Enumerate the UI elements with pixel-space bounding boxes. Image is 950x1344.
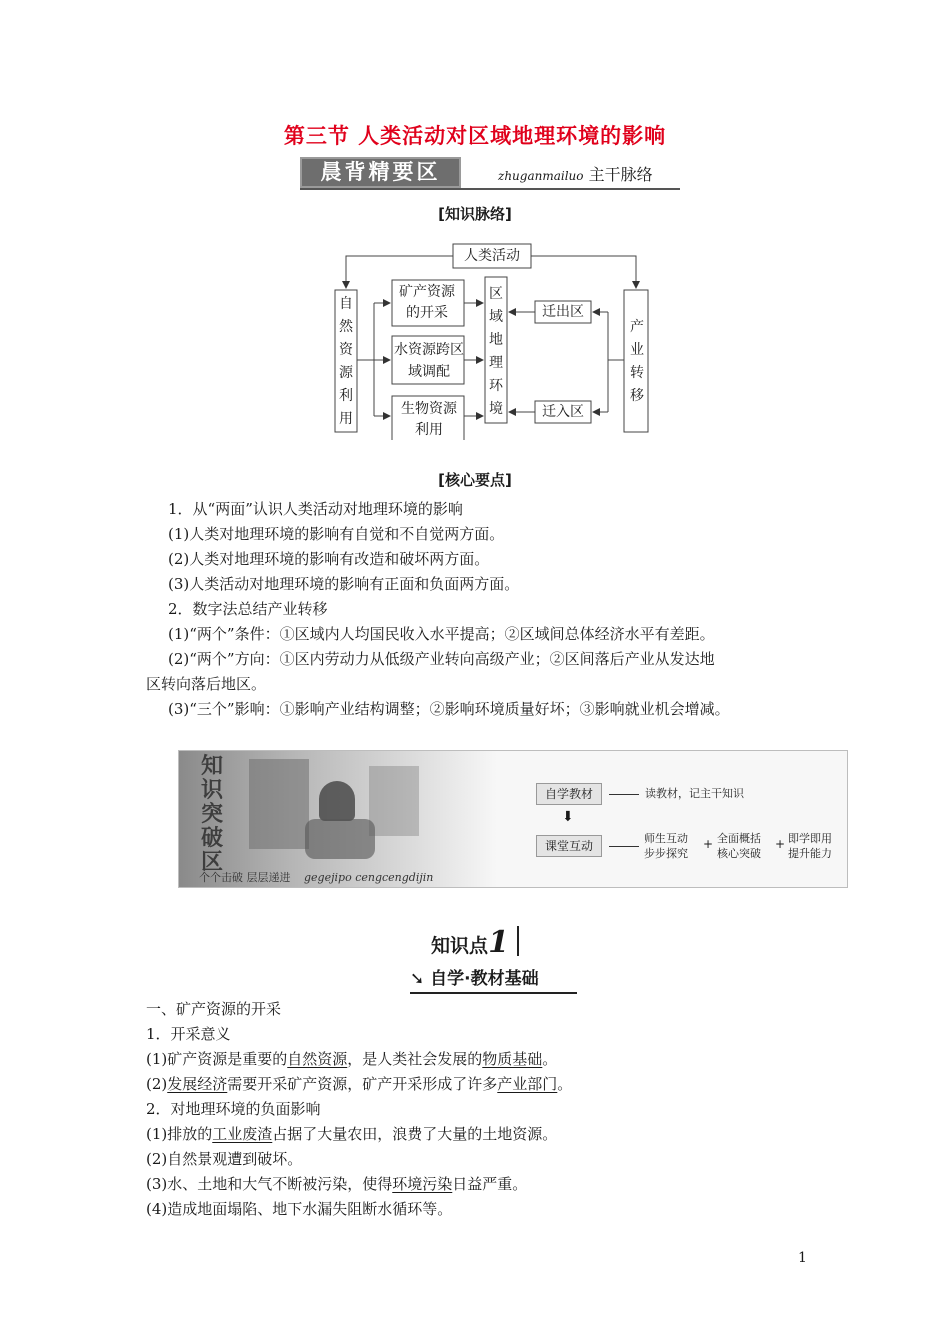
strip-vertical-title: 知识突破区	[200, 754, 223, 875]
plus-icon: +	[703, 837, 714, 851]
pill-self-study-desc: 读教材，记主干知识	[609, 786, 744, 801]
section-core-heading: [核心要点]	[438, 471, 512, 489]
pill-self-study: 自学教材	[536, 783, 602, 805]
heading-bar	[517, 926, 519, 956]
body-line-3: (1)排放的工业废渣占据了大量农田，浪费了大量的土地资源。	[146, 1125, 558, 1143]
label-water: 水资源跨区域调配	[394, 342, 464, 380]
pill-class-interaction: 课堂互动	[536, 835, 602, 857]
knowledge-point-number: 1	[488, 925, 509, 960]
banner-text: 主干脉络	[588, 165, 653, 184]
body-heading-3: 2．对地理环境的负面影响	[146, 1100, 321, 1118]
down-arrow-icon: ⬇	[562, 809, 574, 825]
plus-icon: +	[775, 837, 786, 851]
knowledge-strip	[178, 750, 848, 888]
label-outflow: 迁出区	[542, 304, 584, 320]
body-line-6: (4)造成地面塌陷、地下水漏失阻断水循环等。	[146, 1200, 453, 1218]
label-inflow: 迁入区	[542, 404, 584, 420]
body-line-2: (2)发展经济需要开采矿产资源，矿产开采形成了许多产业部门。	[146, 1075, 573, 1093]
sub-banner	[410, 966, 577, 994]
knowledge-point-label: 知识点	[431, 935, 489, 957]
body-heading-2: 1．开采意义	[146, 1025, 231, 1043]
body-line-5: (3)水、土地和大气不断被污染，使得环境污染日益严重。	[146, 1175, 528, 1193]
banner-subtitle	[498, 162, 653, 185]
core-line-7: (2)“两个”方向：①区内劳动力从低级产业转向高级产业；②区间落后产业从发达地	[168, 650, 715, 668]
connector-line	[609, 846, 639, 847]
shelf-shape	[369, 766, 419, 836]
strip-col-3: 即学即用 提升能力	[788, 832, 832, 860]
shelf-shape	[249, 759, 309, 849]
sub-banner-text: 自学·教材基础	[430, 969, 539, 989]
banner-underline	[300, 188, 680, 190]
label-mineral: 矿产资源的开采	[399, 284, 455, 321]
strip-bottom-pinyin: gegejipo cengcengdijin	[304, 871, 434, 884]
reader-figure	[319, 781, 355, 821]
core-line-2: (1)人类对地理环境的影响有自觉和不自觉两方面。	[168, 525, 505, 543]
core-line-5: 2．数字法总结产业转移	[168, 600, 328, 618]
label-human-activity: 人类活动	[464, 248, 520, 264]
body-heading-1: 一、矿产资源的开采	[146, 1000, 282, 1018]
label-industry-transfer: 产业转移	[630, 319, 644, 404]
body-line-4: (2)自然景观遭到破坏。	[146, 1150, 303, 1168]
knowledge-point-heading	[0, 925, 950, 960]
core-line-6: (1)“两个”条件：①区域内人均国民收入水平提高；②区域间总体经济水平有差距。	[168, 625, 715, 643]
label-bio: 生物资源利用	[401, 401, 457, 438]
strip-bottom-cn: 个个击破 层层递进	[199, 871, 291, 884]
label-natural-resources: 自然资源利用	[339, 296, 353, 427]
label-region-environment: 区域地理环境	[489, 286, 503, 417]
reader-figure	[305, 819, 375, 859]
arrow-down-right-icon: ➘	[410, 969, 425, 989]
banner-label: 晨背精要区	[300, 157, 461, 188]
page-number: 1	[798, 1250, 807, 1266]
page-title: 第三节 人类活动对区域地理环境的影响	[283, 124, 667, 148]
core-line-8: 区转向落后地区。	[146, 675, 267, 693]
core-line-1: 1．从“两面”认识人类活动对地理环境的影响	[168, 500, 463, 518]
section-knowledge-heading: [知识脉络]	[438, 205, 512, 223]
core-line-4: (3)人类活动对地理环境的影响有正面和负面两方面。	[168, 575, 520, 593]
strip-bottom-text	[199, 869, 433, 885]
banner-pinyin: zhuganmailuo	[498, 169, 584, 183]
strip-col-1: 师生互动 步步探究	[644, 832, 688, 860]
strip-col-2: 全面概括 核心突破	[717, 832, 761, 860]
body-line-1: (1)矿产资源是重要的自然资源，是人类社会发展的物质基础。	[146, 1050, 558, 1068]
core-line-3: (2)人类对地理环境的影响有改造和破坏两方面。	[168, 550, 490, 568]
core-line-9: (3)“三个”影响：①影响产业结构调整；②影响环境质量好坏；③影响就业机会增减。	[168, 700, 730, 718]
